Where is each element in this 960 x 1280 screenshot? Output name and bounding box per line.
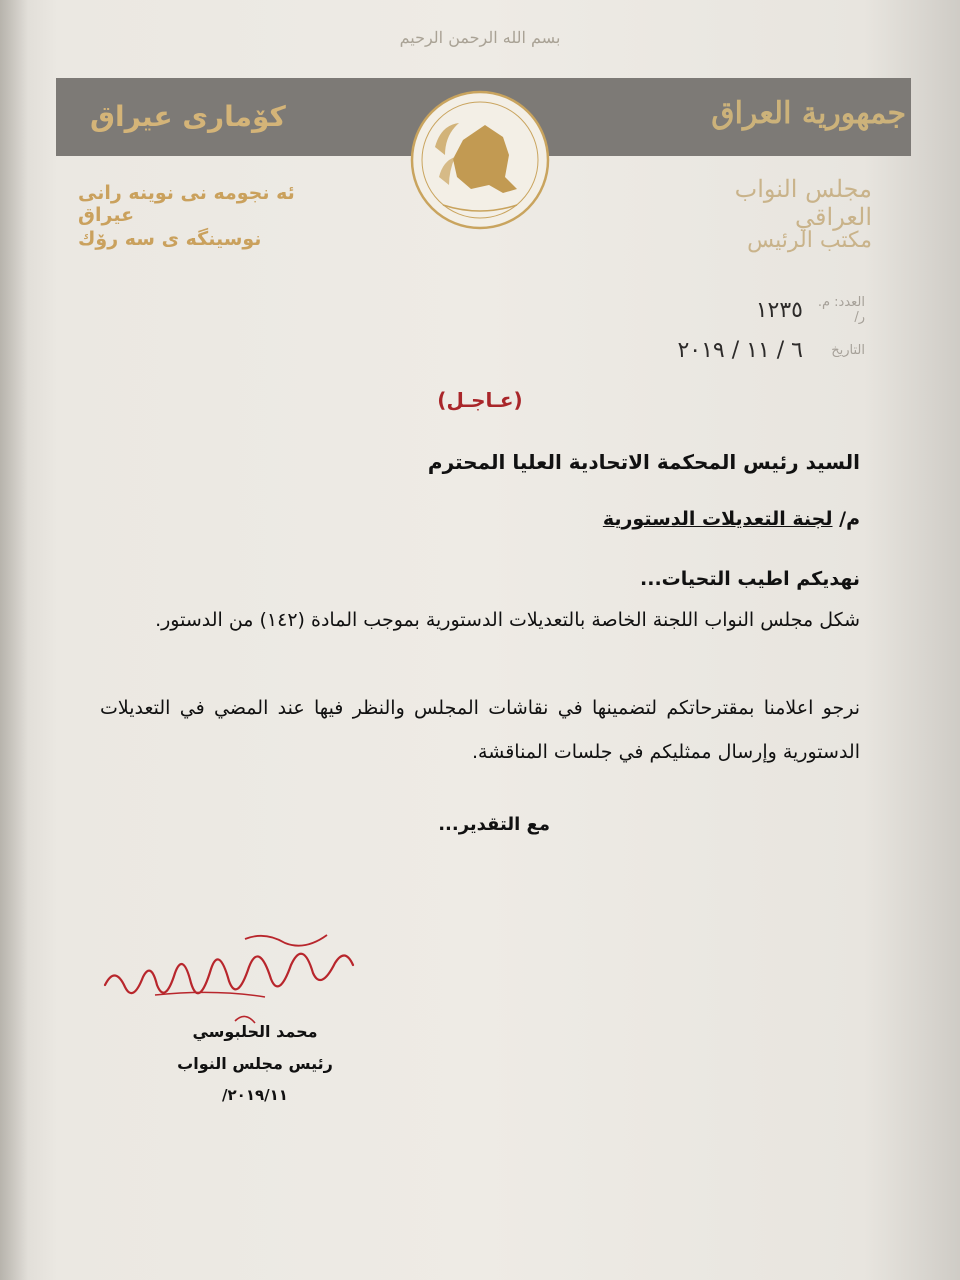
basmala: بسم الله الرحمن الرحيم [399,28,561,47]
closing: مع التقدير... [438,814,550,835]
parliament-emblem-icon [405,85,555,235]
reference-date-row [625,330,865,370]
signatory-title: رئيس مجلس النواب [177,1054,333,1073]
reference-number-value: ١٢٣٥ [755,297,803,323]
urgent-marker: (عـاجـل) [437,388,523,412]
addressee: السيد رئيس المحكمة الاتحادية العليا المحترم [427,450,860,474]
page-edge-shadow [0,0,28,1280]
signatory-name: محمد الحلبوسي [192,1022,318,1041]
subject-line [100,508,860,530]
reference-number-label: العدد: م. ر/ [817,295,865,325]
letterhead-council-name-kurdish: ئه نجومه نی نوینه رانی عیراق [78,182,295,226]
letterhead-office-name: مكتب الرئيس [747,228,872,253]
greeting: نهديكم اطيب التحيات... [640,568,860,590]
body-paragraph-2: نرجو اعلامنا بمقترحاتكم لتضمينها في نقاشات المجلس والنظر فيها عند المضي في التعديلات الدستورية وإرسال ممثليكم في جلسات المناقشة. [100,697,860,763]
subject-text: لجنة التعديلات الدستورية [602,508,833,530]
letterhead-office-name-kurdish: نوسینگه ی سه رۆك [78,228,262,250]
reference-date-value: ٦ / ١١ / ٢٠١٩ [677,337,803,363]
reference-date-label: التاريخ [831,342,865,358]
subject-prefix: م/ [839,508,860,530]
letterhead-title-kurdish: كۆماری عیراق [90,100,286,133]
reference-block [625,290,865,370]
letterhead-title-arabic: جمهورية العراق [711,96,906,131]
signatory-date: ٢٠١٩/١١/ [222,1086,288,1104]
letterhead-council-name: مجلس النواب العراقي [734,175,872,231]
handwritten-signature [95,925,365,1035]
reference-number-row [625,290,865,330]
body-paragraph-1: شكل مجلس النواب اللجنة الخاصة بالتعديلات الدستورية بموجب المادة (١٤٢) من الدستور. [155,609,860,631]
